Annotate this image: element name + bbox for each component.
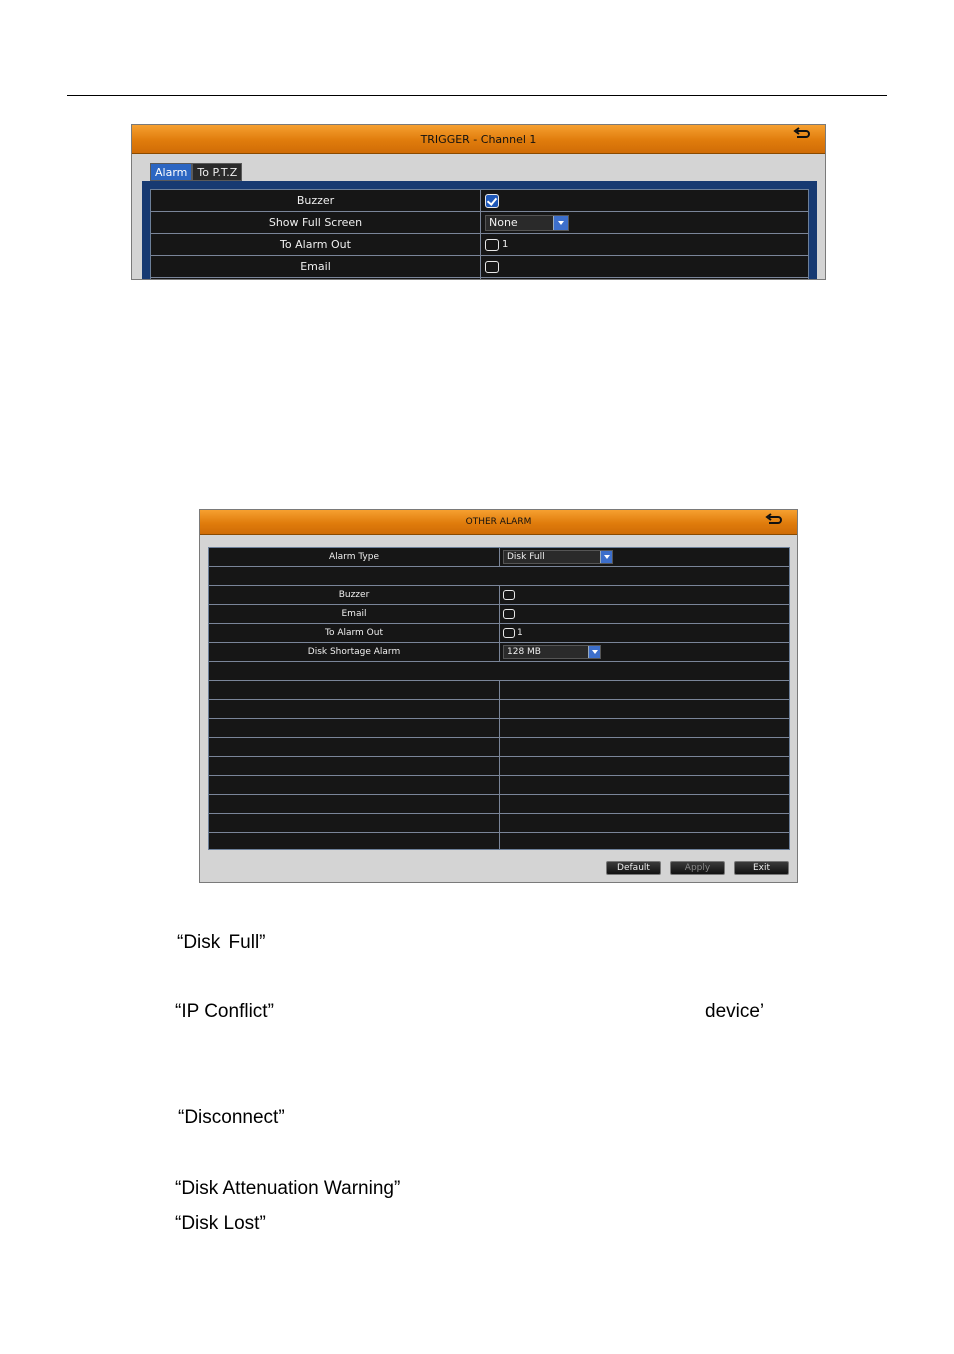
disk-attenuation-text: “Disk Attenuation Warning” [175,1178,401,1199]
row-label [209,700,500,718]
row-label [209,795,500,813]
row-label [209,681,500,699]
select-value: 128 MB [507,647,541,657]
tab-ptz[interactable] [192,163,242,181]
trigger-window [131,124,826,280]
table-row [151,256,808,278]
row-label [209,776,500,794]
email-checkbox[interactable] [503,609,515,619]
row-value [503,624,789,642]
row-value [503,605,789,623]
back-icon[interactable] [765,513,783,527]
row-label [209,833,500,849]
row-label: Email [209,605,500,623]
other-alarm-grid [208,547,790,850]
table-row [209,757,789,776]
ip-conflict-text: “IP Conflict” [175,1001,274,1022]
row-label: Buzzer [209,586,500,604]
exit-button[interactable]: Exit [734,861,789,875]
trigger-titlebar [132,125,825,154]
row-spacer [209,567,789,585]
table-row [209,586,789,605]
apply-button[interactable]: Apply [670,861,725,875]
table-row [209,700,789,719]
disk-shortage-select[interactable] [503,645,601,659]
alarm-out-number: 1 [517,628,523,638]
row-label: Buzzer [151,190,481,211]
row-label [151,278,481,280]
tab-ptz-label: To P.T.Z [197,165,238,179]
disconnect-text: “Disconnect” [178,1107,285,1128]
buzzer-checkbox[interactable] [503,590,515,600]
table-row [209,643,789,662]
chevron-down-icon [600,551,612,563]
row-label [209,719,500,737]
row-value [485,234,808,255]
device-text: device’ [705,1001,765,1022]
row-label [209,814,500,832]
row-label: Disk Shortage Alarm [209,643,500,661]
chevron-down-icon [553,216,568,230]
chevron-down-icon [588,646,600,658]
disk-full-text: “Disk Full” [177,932,266,953]
table-row [209,719,789,738]
row-label: To Alarm Out [151,234,481,255]
row-spacer [209,662,789,680]
alarm-out-number: 1 [502,239,509,250]
default-button[interactable]: Default [606,861,661,875]
select-value: Disk Full [507,552,545,562]
row-value [503,643,789,661]
table-row [209,833,789,849]
alarm-out-checkbox[interactable] [485,239,499,251]
alarm-type-select[interactable] [503,550,613,564]
email-checkbox[interactable] [485,261,499,273]
trigger-panel [142,181,817,280]
table-row [151,190,808,212]
table-row [209,662,789,681]
other-alarm-title: OTHER ALARM [465,517,532,527]
disk-lost-text: “Disk Lost” [175,1213,266,1234]
select-value: None [489,216,518,229]
button-bar [606,861,789,875]
row-label [209,757,500,775]
table-row [209,605,789,624]
buzzer-checkbox[interactable] [485,194,499,208]
row-value [485,190,808,211]
table-row [209,738,789,757]
table-row [151,212,808,234]
row-value [503,548,789,566]
show-full-screen-select[interactable] [485,215,569,231]
tab-alarm-label: Alarm [155,165,188,179]
other-alarm-titlebar [200,510,797,535]
table-row [209,548,789,567]
row-value [485,256,808,277]
trigger-window-title: TRIGGER - Channel 1 [420,132,537,146]
row-label [209,738,500,756]
row-label: Alarm Type [209,548,500,566]
row-value [485,212,808,233]
header-rule [67,95,887,96]
tab-alarm[interactable] [150,163,192,181]
table-row [209,681,789,700]
trigger-tabs [150,163,242,181]
table-row [209,795,789,814]
table-row [209,567,789,586]
row-label: To Alarm Out [209,624,500,642]
trigger-settings-grid [150,189,809,280]
other-alarm-window [199,509,798,883]
row-value [503,586,789,604]
table-row [151,278,808,280]
row-label: Show Full Screen [151,212,481,233]
row-label: Email [151,256,481,277]
table-row [151,234,808,256]
table-row [209,814,789,833]
table-row [209,776,789,795]
table-row [209,624,789,643]
back-icon[interactable] [793,127,811,141]
alarm-out-checkbox[interactable] [503,628,515,638]
